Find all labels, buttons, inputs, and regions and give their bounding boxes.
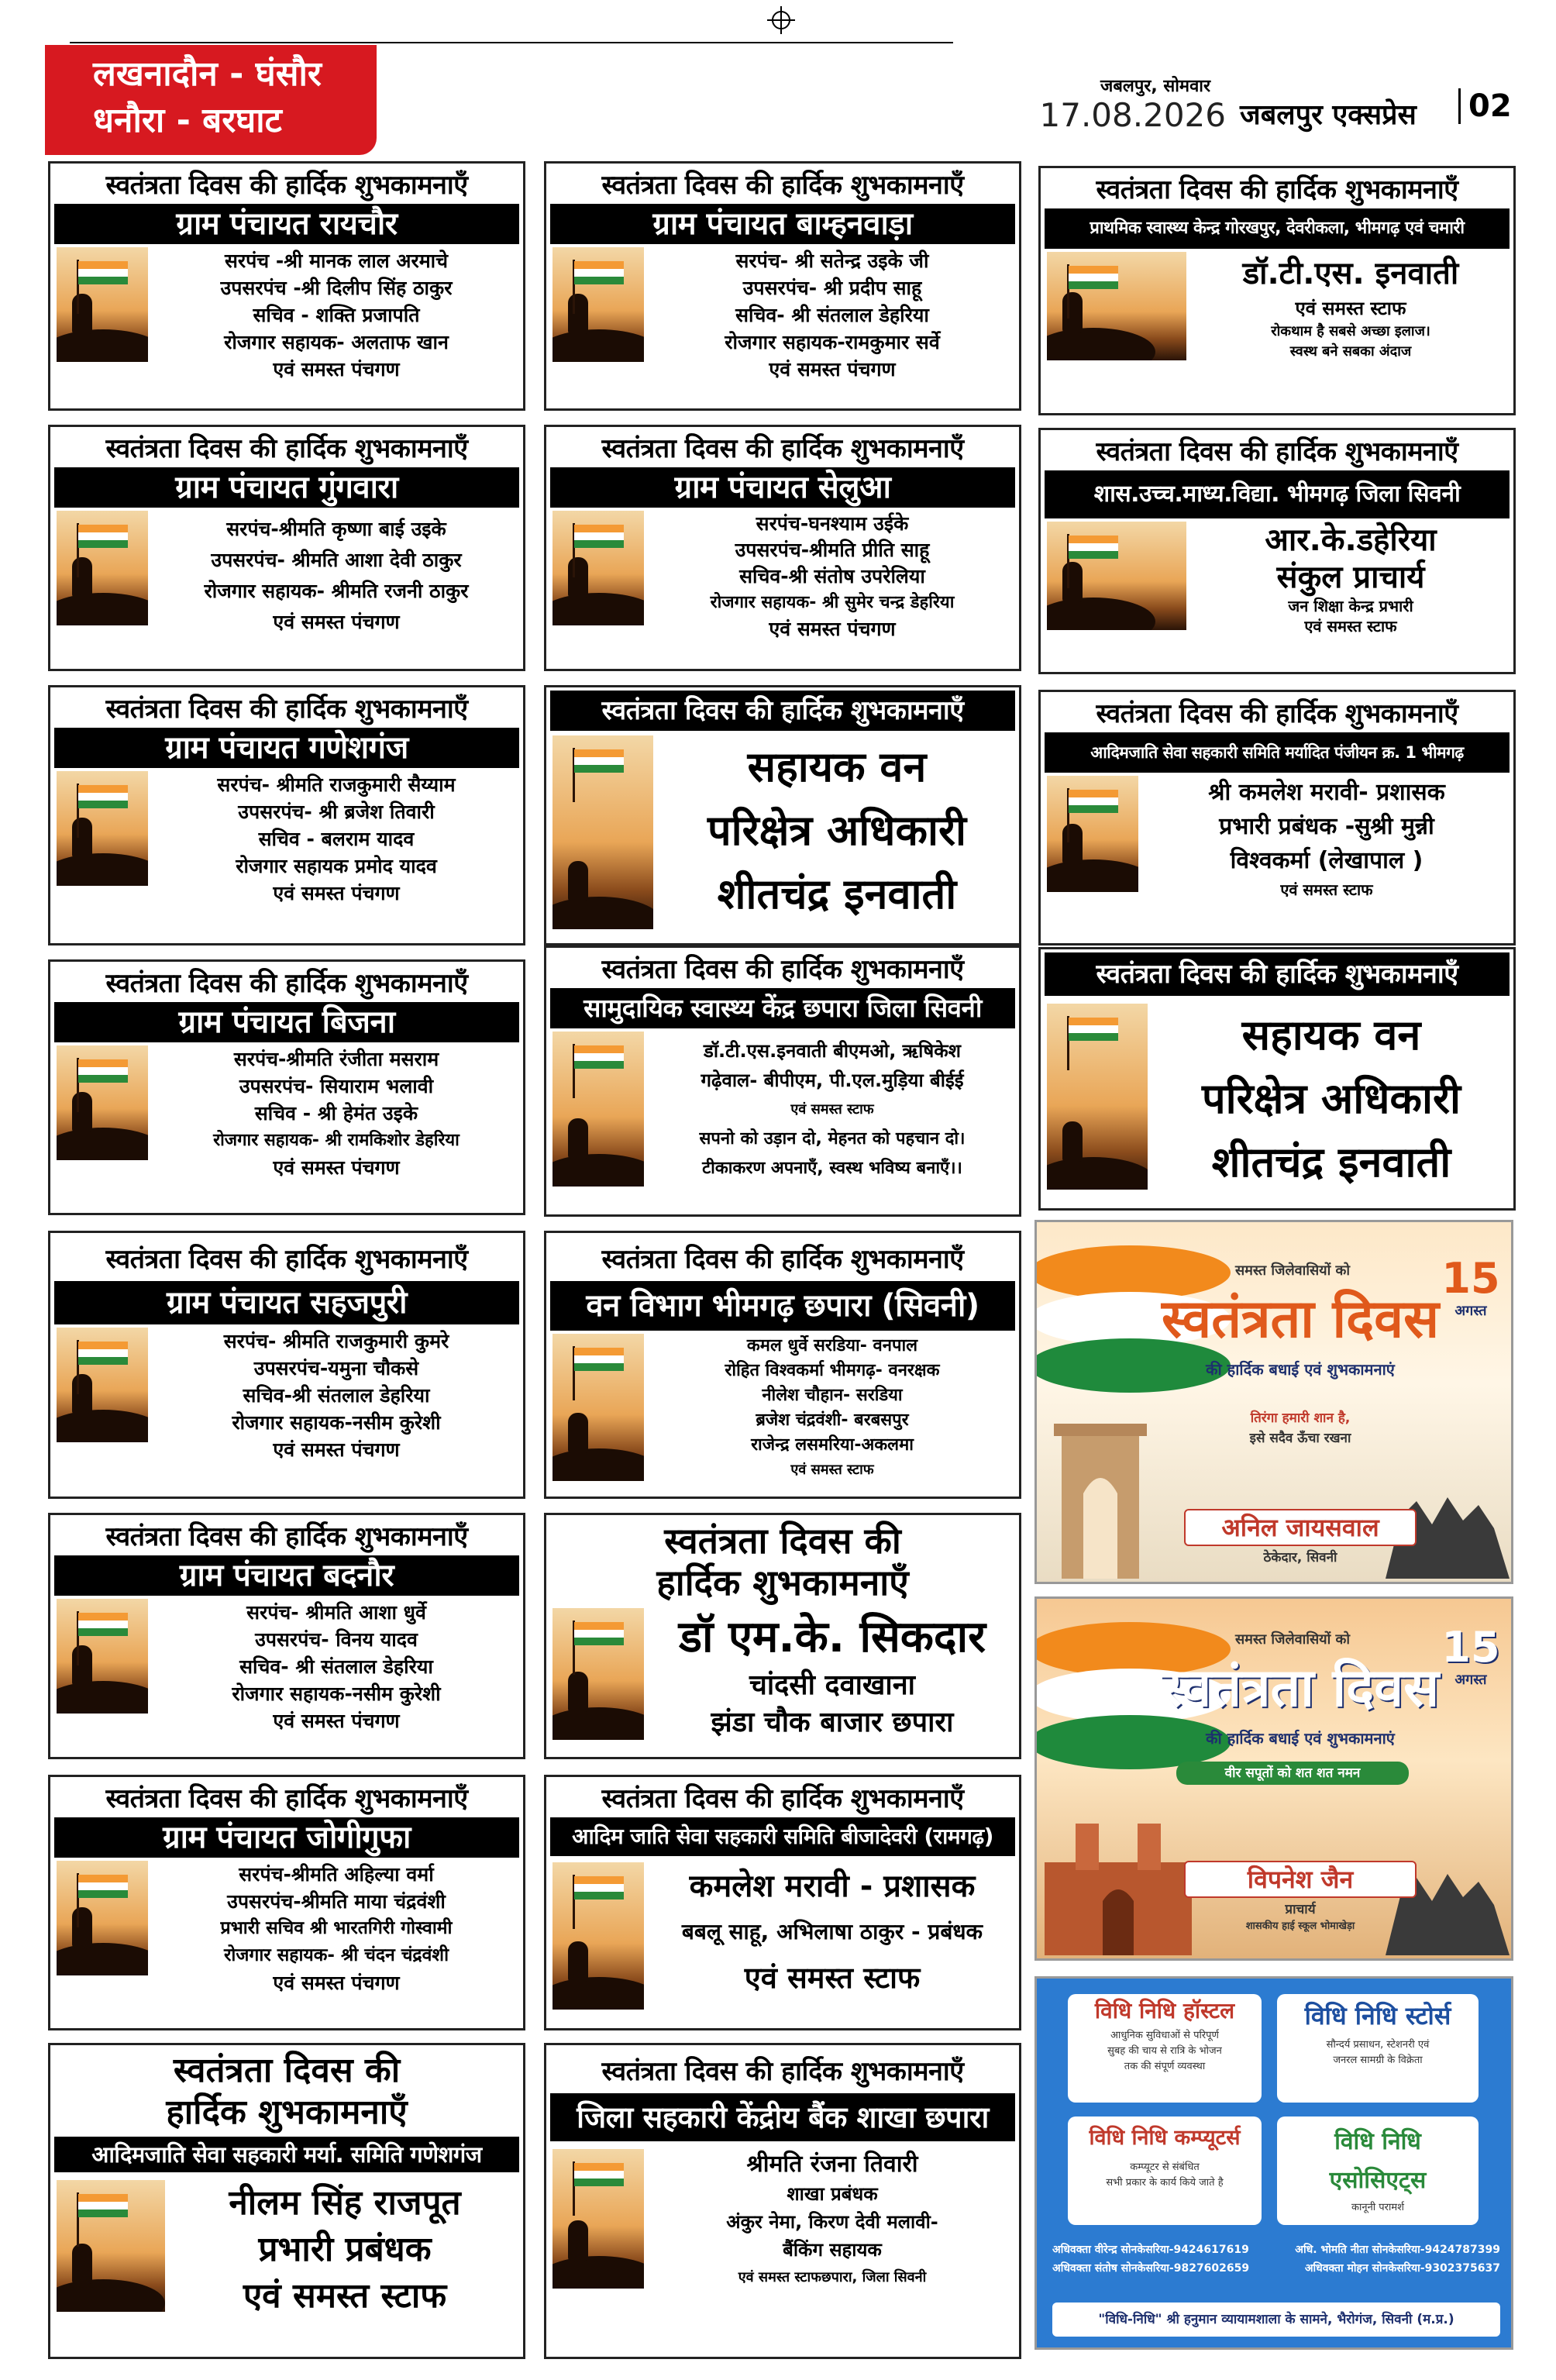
ad-line: एवं समस्त पंचगण [273, 1156, 400, 1179]
poster-anil-jaiswal [1034, 1220, 1513, 1584]
india-gate-icon [1046, 1408, 1155, 1579]
ad-line: रोजगार सहायक-रामकुमार सर्वे [725, 331, 940, 353]
ad-line: एवं समस्त स्टाफ [1304, 617, 1397, 635]
ad-gram-panchayat-raichaur [48, 161, 525, 411]
ad-line: अंकुर नेमा, किरण देवी मलावी- [726, 2211, 938, 2233]
principal-designation: संकुल प्राचार्य [1276, 560, 1425, 595]
flag-hill-icon [57, 1328, 148, 1442]
ad-line: एवं समस्त पंचगण [273, 1438, 400, 1461]
ad-line: शीतचंद्र इनवाती [717, 870, 957, 918]
flag-hill-icon [553, 1334, 644, 1481]
principal-name: आर.के.डहेरिया [1265, 522, 1437, 558]
ad-line: उपसरपंच- श्री ब्रजेश तिवारी [238, 801, 435, 823]
vidhi-computers-box [1068, 2117, 1262, 2225]
ad-line: उपसरपंच-श्रीमति माया चंद्रवंशी [227, 1890, 446, 1913]
ad-line: ब्रजेश चंद्रवंशी- बरबसपुर [756, 1410, 909, 1430]
ad-line: रोजगार सहायक- श्री चंदन चंद्रवंशी [223, 1945, 449, 1965]
contact-line: अधिवक्ता मोहन सोनकेसरिया-9302375637 [1304, 2262, 1500, 2275]
ad-line: उपसरपंच-श्रीमति प्रीति साहू [735, 539, 930, 561]
ad-gram-panchayat-jogigufa [48, 1775, 525, 2030]
ad-line: एवं समस्त स्टाफ [1295, 298, 1406, 319]
box-line: तक की संपूर्ण व्यवस्था [1124, 2061, 1206, 2072]
ad-line: सचिव - बलराम यादव [258, 828, 415, 850]
box-line: जनरल सामग्री के विक्रेता [1333, 2055, 1423, 2066]
ad-vidhi-nidhi [1034, 1976, 1513, 2350]
ad-line: राजेन्द्र लसमरिया-अकलमा [751, 1435, 914, 1455]
greeting-heading: स्वतंत्रता दिवस की हार्दिक शुभकामनाएँ [601, 433, 964, 464]
flag-hill-icon [57, 511, 148, 625]
box-line: सुबह की चाय से रात्रि के भोजन [1107, 2045, 1222, 2057]
ad-line: टीकाकरण अपनाएँ, स्वस्थ भविष्य बनाएँ।। [702, 1159, 962, 1178]
poster-line-1: तिरंगा हमारी शान है, [1250, 1410, 1351, 1426]
ad-line: रोजगार सहायक- श्री रामकिशोर डेहरिया [213, 1131, 460, 1150]
ad-gram-panchayat-bamhanwada [544, 161, 1021, 411]
ad-title: ग्राम पंचायत रायचौर [54, 204, 519, 244]
ad-line: एवं समस्त स्टाफ [1280, 880, 1373, 899]
ad-title: सामुदायिक स्वास्थ्य केंद्र छपारा जिला सिवनी [550, 988, 1015, 1028]
badge-15-august [1440, 1625, 1502, 1689]
ad-line: रोजगार सहायक- श्री सुमेर चन्द्र डेहरिया [710, 593, 955, 612]
flag-hill-icon [553, 1032, 644, 1187]
ad-line: सरपंच-श्रीमति कृष्णा बाई उइके [226, 518, 446, 540]
ad-line: उपसरपंच-यमुना चौकसे [253, 1357, 419, 1379]
greeting-heading: स्वतंत्रता दिवस की हार्दिक शुभकामनाएँ [105, 1244, 468, 1275]
greeting-heading: स्वतंत्रता दिवस की हार्दिक शुभकामनाएँ [105, 968, 468, 999]
ad-title: प्राथमिक स्वास्थ्य केन्द्र गोरखपुर, देवरीकला, भीमगढ़ एवं चमारी [1045, 208, 1510, 249]
page-number: 02 [1458, 88, 1512, 124]
poster-vipnesh-jain [1034, 1596, 1513, 1961]
box-line: सभी प्रकार के कार्य किये जाते है [1106, 2177, 1224, 2189]
greeting-heading: स्वतंत्रता दिवस की हार्दिक शुभकामनाएँ [105, 694, 468, 725]
poster-designation: ठेकेदार, सिवनी [1263, 1550, 1337, 1565]
ad-line: प्रभारी सचिव श्री भारतगिरी गोस्वामी [220, 1918, 453, 1938]
contact-line: अधि. भोमति नीता सोनकेसरिया-9424787399 [1295, 2244, 1500, 2256]
ad-line: सरपंच- श्री सतेन्द्र उइके जी [735, 250, 929, 272]
ad-title: ग्राम पंचायत जोगीगुफा [54, 1817, 519, 1858]
ad-footer: "विधि-निधि" श्री हनुमान व्यायामशाला के सामने, भैरोगंज, सिवनी (म.प्र.) [1052, 2303, 1500, 2337]
ad-line: सरपंच-श्रीमति अहिल्या वर्मा [239, 1863, 434, 1886]
ad-line: रोहित विश्वकर्मा भीमगढ़- वनरक्षक [725, 1361, 940, 1380]
ad-line: एवं समस्त स्टाफ [790, 1101, 874, 1118]
city-day: जबलपुर, सोमवार [1100, 77, 1210, 96]
ad-chc-chhapara [544, 945, 1021, 1217]
ad-line: श्री कमलेश मरावी- प्रशासक [1208, 779, 1445, 806]
box-title: विधि निधि स्टोर्स [1304, 2001, 1451, 2030]
ad-line: प्रभारी प्रबंधक [258, 2230, 432, 2269]
ad-line: सचिव - शक्ति प्रजापति [253, 304, 420, 326]
issue-date: 17.08.2026 [1039, 96, 1226, 134]
ad-line: कमल धुर्वे सरडिया- वनपाल [746, 1336, 918, 1355]
ad-line: सपनो को उड़ान दो, मेहनत को पहचान दो। [699, 1129, 966, 1149]
ad-line: नीलेश चौहान- सरडिया [762, 1386, 903, 1405]
ad-line: सचिव - श्री हेमंत उइके [254, 1102, 418, 1125]
poster-name: अनिल जायसवाल [1184, 1509, 1417, 1546]
ad-line: रोजगार सहायक- अलताफ खान [224, 331, 449, 353]
ad-dr-sikdar [544, 1513, 1021, 1759]
greeting-heading: स्वतंत्रता दिवस की हार्दिक शुभकामनाएँ [105, 170, 468, 201]
vidhi-stores-box [1277, 1994, 1479, 2103]
ad-govt-hss-bhimgarh [1038, 428, 1516, 674]
box-line: सौन्दर्य प्रसाधन, स्टेशनरी एवं [1326, 2039, 1430, 2051]
flag-hill-icon [57, 247, 148, 362]
ad-line: परिक्षेत्र अधिकारी [1201, 1074, 1461, 1123]
greeting-line-2: हार्दिक शुभकामनाएँ [166, 2092, 408, 2132]
ad-line: एवं समस्त स्टाफछपारा, जिला सिवनी [738, 2269, 927, 2285]
ad-title: ग्राम पंचायत बाम्हनवाड़ा [550, 204, 1015, 244]
ad-line: सरपंच- श्रीमति राजकुमारी कुमरे [223, 1330, 449, 1352]
ad-line: एवं समस्त पंचगण [273, 1710, 400, 1732]
top-rule [70, 42, 953, 43]
ad-line: एवं समस्त पंचगण [273, 882, 400, 904]
ad-gram-panchayat-badnaur [48, 1513, 525, 1759]
poster-line-2: इसे सदैव ऊँचा रखना [1249, 1431, 1351, 1446]
ad-sahkari-bank-chhapara [544, 2043, 1021, 2359]
ad-gram-panchayat-selua [544, 425, 1021, 671]
ad-title: ग्राम पंचायत सेलुआ [550, 467, 1015, 508]
ad-sahkari-samiti-bijadevri [544, 1775, 1021, 2030]
greeting-heading: स्वतंत्रता दिवस की हार्दिक शुभकामनाएँ [1096, 174, 1458, 205]
ad-title: ग्राम पंचायत गुंगवारा [54, 467, 519, 508]
ad-title: आदिम जाति सेवा सहकारी समिति बीजादेवरी (रामगढ़) [550, 1817, 1015, 1856]
poster-line-1: वीर सपूतों को शत शत नमन [1176, 1762, 1409, 1785]
vidhi-associates-box [1277, 2117, 1479, 2225]
ad-line: शाखा प्रबंधक [787, 2183, 878, 2205]
ad-van-adhikari-2 [1038, 947, 1516, 1211]
flag-hill-icon [553, 511, 644, 625]
ad-line: एवं समस्त पंचगण [273, 611, 400, 633]
contacts [1052, 2241, 1500, 2278]
doctor-name: डॉ.टी.एस. इनवाती [1242, 256, 1459, 291]
ad-line: एवं समस्त पंचगण [769, 358, 896, 381]
ad-line: श्रीमति रंजना तिवारी [746, 2151, 918, 2178]
greeting-heading: स्वतंत्रता दिवस की हार्दिक शुभकामनाएँ [601, 1783, 964, 1814]
box-line: कम्प्यूटर से संबंधित [1130, 2161, 1200, 2173]
ad-line: रोजगार सहायक- श्रीमति रजनी ठाकुर [204, 580, 469, 602]
badge-number: 15 [1441, 1254, 1500, 1303]
ad-line: सरपंच-घनश्याम उईके [756, 512, 909, 535]
badge-number: 15 [1441, 1623, 1500, 1672]
paper-name: जबलपुर एक्सप्रेस [1240, 99, 1417, 131]
greeting-heading: स्वतंत्रता दिवस की हार्दिक शुभकामनाएँ [601, 1244, 964, 1275]
ad-title: जिला सहकारी केंद्रीय बैंक शाखा छपारा [550, 2093, 1015, 2141]
ad-line: सरपंच-श्रीमति रंजीता मसराम [233, 1048, 439, 1070]
poster-sub: की हार्दिक बधाई एवं शुभकामनाएं [1206, 1360, 1395, 1379]
ad-line: एवं समस्त स्टाफ [243, 2276, 447, 2316]
poster-sub: की हार्दिक बधाई एवं शुभकामनाएं [1206, 1729, 1395, 1748]
ad-line: सरपंच- श्रीमति आशा धुर्वे [246, 1601, 426, 1624]
contact-line: अधिवक्ता संतोष सोनकेसरिया-9827602659 [1052, 2262, 1250, 2275]
ad-line: सहायक वन [747, 742, 927, 791]
flag-hill-icon [57, 771, 148, 886]
box-title: विधि निधि हॉस्टल [1094, 1998, 1235, 2024]
ad-line: स्वस्थ बने सबका अंदाज [1289, 343, 1412, 360]
ad-title: ग्राम पंचायत सहजपुरी [54, 1281, 519, 1324]
ad-phc-gorakhpur [1038, 166, 1516, 415]
poster-main: स्वतंत्रता दिवस [1161, 1289, 1440, 1350]
greeting-heading: स्वतंत्रता दिवस की हार्दिक शुभकामनाएँ [601, 170, 964, 201]
ad-line: बैंकिंग सहायक [783, 2239, 882, 2261]
ad-line: जन शिक्षा केन्द्र प्रभारी [1288, 597, 1413, 615]
doctor-name: डॉ एम.के. सिकदार [679, 1612, 986, 1662]
poster-name: विपनेश जैन [1184, 1861, 1417, 1898]
poster-pre: समस्त जिलेवासियों को [1234, 1631, 1351, 1648]
ad-title: ग्राम पंचायत बदनौर [54, 1555, 519, 1596]
greeting-heading: स्वतंत्रता दिवस की हार्दिक शुभकामनाएँ [1045, 952, 1510, 996]
box-line: आधुनिक सुविधाओं से परिपूर्ण [1110, 2030, 1219, 2041]
ad-line: रोजगार सहायक-नसीम कुरेशी [232, 1411, 441, 1434]
section-banner-accent [377, 74, 539, 155]
ad-title: आदिमजाति सेवा सहकारी मर्या. समिति गणेशगंज [54, 2137, 519, 2172]
ad-van-vibhag-bhimgarh [544, 1231, 1021, 1499]
registration-mark-icon [767, 6, 795, 34]
ad-line: शीतचंद्र इनवाती [1211, 1138, 1451, 1187]
ad-line: उपसरपंच- श्री प्रदीप साहू [742, 277, 922, 299]
ad-line: सरपंच- श्रीमति राजकुमारी सैय्याम [217, 773, 456, 796]
box-title: विधि निधि कम्प्यूटर्स [1089, 2126, 1241, 2150]
poster-designation: प्राचार्य [1285, 1902, 1316, 1917]
section-line-1: लखनादौन - घंसौर [93, 54, 322, 94]
greeting-heading: स्वतंत्रता दिवस की हार्दिक शुभकामनाएँ [1096, 698, 1458, 729]
flag-hill-icon [1047, 1004, 1148, 1190]
flag-hill-icon [1047, 776, 1138, 892]
flag-hill-icon [553, 247, 644, 362]
box-title: विधि निधि एसोसिएट्स [1329, 2128, 1427, 2194]
ad-line: एवं समस्त स्टाफ [744, 1961, 921, 1995]
ad-title: ग्राम पंचायत बिजना [54, 1002, 519, 1042]
ad-line: प्रभारी प्रबंधक -सुश्री मुन्नी [1219, 813, 1434, 840]
ad-line: रोजगार सहायक प्रमोद यादव [236, 855, 437, 877]
ad-gram-panchayat-bijna [48, 959, 525, 1215]
ad-sahkari-samiti-ganeshganj [48, 2043, 525, 2359]
ad-line: सचिव-श्री संतलाल डेहरिया [243, 1384, 430, 1407]
ad-title: ग्राम पंचायत गणेशगंज [54, 728, 519, 768]
ad-gram-panchayat-gungwara [48, 425, 525, 671]
badge-15-august [1440, 1256, 1502, 1320]
ad-line: सचिव- श्री संतलाल डेहरिया [239, 1655, 433, 1678]
greeting-line-1: स्वतंत्रता दिवस की [173, 2051, 401, 2090]
ad-line: सहायक वन [1241, 1011, 1421, 1059]
section-banner [45, 45, 502, 155]
ad-line: एवं समस्त पंचगण [273, 1972, 400, 1994]
ad-line: विश्वकर्मा (लेखापाल ) [1230, 847, 1423, 874]
contact-line: अधिवक्ता वीरेन्द्र सोनकेसरिया-9424617619 [1052, 2244, 1249, 2256]
ad-line: रोजगार सहायक-नसीम कुरेशी [232, 1683, 441, 1705]
ad-title: वन विभाग भीमगढ़ छपारा (सिवनी) [550, 1281, 1015, 1331]
vidhi-hostel-box [1068, 1994, 1262, 2103]
ad-line: उपसरपंच- श्रीमति आशा देवी ठाकुर [211, 549, 462, 571]
badge-text: अगस्त [1454, 1303, 1487, 1319]
flag-hill-icon [553, 2149, 644, 2289]
greeting-heading: स्वतंत्रता दिवस की हार्दिक शुभकामनाएँ [105, 433, 468, 464]
ad-line: उपसरपंच -श्री दिलीप सिंह ठाकुर [220, 277, 453, 299]
flag-hill-icon [57, 1045, 148, 1160]
ad-line: नीलम सिंह राजपूत [229, 2183, 461, 2223]
ad-line: उपसरपंच- विनय यादव [255, 1628, 418, 1651]
ad-line: झंडा चौक बाजार छपारा [711, 1707, 954, 1738]
greeting-line-1: स्वतंत्रता दिवस की [664, 1520, 901, 1562]
ad-line: सरपंच -श्री मानक लाल अरमाचे [224, 250, 449, 272]
greeting-heading: स्वतंत्रता दिवस की हार्दिक शुभकामनाएँ [550, 691, 1015, 731]
greeting-line-2: हार्दिक शुभकामनाएँ [656, 1562, 909, 1603]
red-fort-icon [1045, 1793, 1192, 1955]
box-line: कानूनी परामर्श [1351, 2202, 1404, 2213]
ad-sahkari-samiti-bhimgarh [1038, 690, 1516, 945]
ad-line: चांदसी दवाखाना [749, 1669, 916, 1701]
poster-pre: समस्त जिलेवासियों को [1234, 1262, 1351, 1279]
flag-hill-icon [57, 1599, 148, 1714]
flag-hill-icon [57, 1861, 148, 1975]
flag-hill-icon [553, 735, 653, 929]
ad-line: रोकथाम है सबसे अच्छा इलाज। [1271, 323, 1430, 339]
ad-line: कमलेश मरावी - प्रशासक [689, 1869, 976, 1904]
flag-hill-icon [553, 1862, 644, 2010]
section-line-2: धनौरा - बरघाट [93, 101, 282, 140]
ad-line: डॉ.टी.एस.इनवाती बीएमओ, ऋषिकेश [703, 1040, 961, 1062]
ad-title: शास.उच्च.माध्य.विद्या. भीमगढ़ जिला सिवनी [1045, 470, 1510, 518]
ad-line: उपसरपंच- सियाराम भलावी [239, 1075, 434, 1097]
ad-line: गढ़ेवाल- बीपीएम, पी.एल.मुड़िया बीईई [701, 1069, 964, 1091]
ad-line: बबलू साहू, अभिलाषा ठाकुर - प्रबंधक [681, 1919, 983, 1944]
ad-line: एवं समस्त स्टाफ [790, 1462, 874, 1478]
badge-text: अगस्त [1454, 1672, 1487, 1688]
ad-line: सचिव-श्री संतोष उपरेलिया [739, 565, 925, 587]
ad-line: एवं समस्त पंचगण [769, 618, 896, 640]
flag-hill-icon [1047, 522, 1186, 630]
greeting-heading: स्वतंत्रता दिवस की हार्दिक शुभकामनाएँ [105, 1783, 468, 1814]
greeting-heading: स्वतंत्रता दिवस की हार्दिक शुभकामनाएँ [105, 1521, 468, 1552]
flag-hill-icon [57, 2180, 165, 2312]
greeting-heading: स्वतंत्रता दिवस की हार्दिक शुभकामनाएँ [1096, 436, 1458, 467]
greeting-heading: स्वतंत्रता दिवस की हार्दिक शुभकामनाएँ [601, 954, 964, 985]
ad-gram-panchayat-sahajpuri [48, 1231, 525, 1499]
ad-line: एवं समस्त पंचगण [273, 358, 400, 381]
section-banner-label [45, 45, 377, 155]
greeting-heading: स्वतंत्रता दिवस की हार्दिक शुभकामनाएँ [601, 2056, 964, 2087]
flag-hill-icon [553, 1608, 644, 1740]
ad-line: परिक्षेत्र अधिकारी [707, 806, 967, 855]
dateline [1031, 76, 1226, 133]
ad-gram-panchayat-ganeshganj [48, 685, 525, 945]
ad-title: आदिमजाति सेवा सहकारी समिति मर्यादित पंजीयन क्र. 1 भीमगढ़ [1045, 732, 1510, 773]
poster-designation-2: शासकीय हाई स्कूल भोमाखेड़ा [1245, 1920, 1355, 1932]
ad-van-adhikari-1 [544, 685, 1021, 945]
flag-hill-icon [1047, 252, 1186, 360]
ad-line: सचिव- श्री संतलाल डेहरिया [735, 304, 929, 326]
poster-main: स्वतंत्रता दिवस [1161, 1658, 1440, 1719]
